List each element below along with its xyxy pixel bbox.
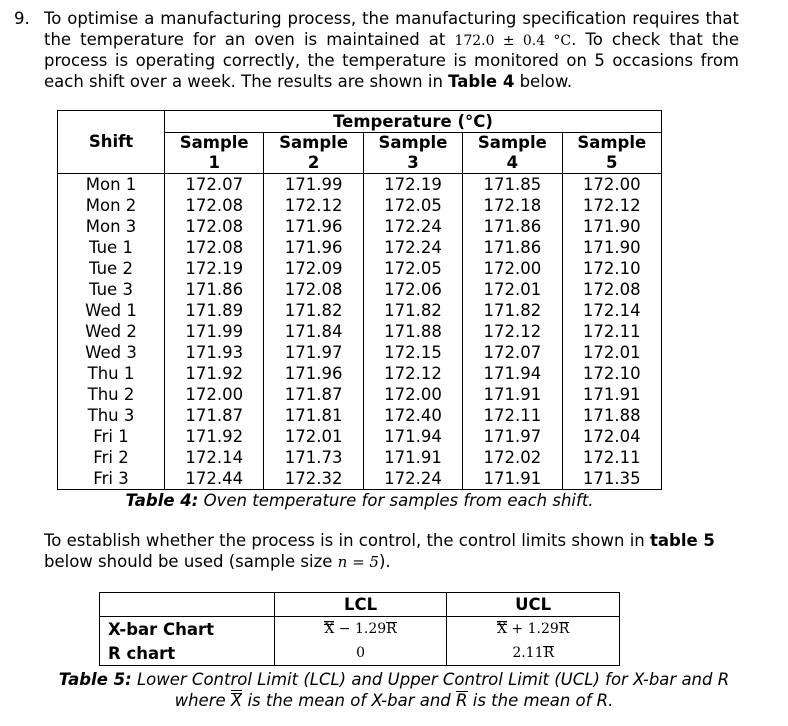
temperature-cell: 172.10: [562, 258, 661, 279]
temperature-header: Temperature (°C): [165, 111, 662, 133]
temperature-cell: 172.40: [363, 405, 462, 426]
shift-cell: Tue 1: [58, 237, 165, 258]
temperature-cell: 172.05: [363, 195, 462, 216]
table-row: [58, 342, 662, 363]
temperature-cell: 171.82: [363, 300, 462, 321]
temperature-cell: 172.12: [562, 195, 661, 216]
temperature-cell: 171.91: [463, 468, 562, 490]
temperature-cell: 171.93: [165, 342, 264, 363]
shift-cell: Thu 3: [58, 405, 165, 426]
temperature-cell: 172.24: [363, 216, 462, 237]
temperature-cell: 172.01: [562, 342, 661, 363]
temperature-cell: 172.06: [363, 279, 462, 300]
shift-cell: Tue 2: [58, 258, 165, 279]
temperature-cell: 171.88: [363, 321, 462, 342]
temperature-cell: 172.04: [562, 426, 661, 447]
temperature-cell: 172.10: [562, 363, 661, 384]
temperature-cell: 172.24: [363, 468, 462, 490]
temperature-cell: 172.01: [264, 426, 363, 447]
shift-cell: Wed 3: [58, 342, 165, 363]
shift-cell: Thu 1: [58, 363, 165, 384]
temperature-cell: 171.99: [264, 174, 363, 196]
temperature-cell: 171.73: [264, 447, 363, 468]
table-row: [58, 216, 662, 237]
temperature-cell: 172.00: [363, 384, 462, 405]
temperature-cell: 171.84: [264, 321, 363, 342]
temperature-cell: 172.01: [463, 279, 562, 300]
ucl-header: UCL: [447, 593, 620, 617]
table5-caption: Table 5: Lower Control Limit (LCL) and Upper Control Limit (UCL) for X-bar and R where X is the mean of X-bar and R is the mean of R.: [58, 670, 730, 710]
temperature-cell: 171.91: [363, 447, 462, 468]
temperature-cell: 172.14: [165, 447, 264, 468]
temperature-cell: 172.02: [463, 447, 562, 468]
table4-caption: Table 4: Oven temperature for samples from each shift.: [125, 491, 594, 510]
temperature-cell: 171.86: [165, 279, 264, 300]
corner-cell: [100, 593, 275, 617]
temperature-cell: 172.07: [463, 342, 562, 363]
temperature-cell: 172.44: [165, 468, 264, 490]
temperature-cell: 171.96: [264, 363, 363, 384]
sample-header-5: Sample 5: [562, 133, 661, 174]
temperature-cell: 171.85: [463, 174, 562, 196]
xbar-chart-label: X-bar Chart: [100, 617, 275, 642]
shift-cell: Mon 1: [58, 174, 165, 196]
temperature-cell: 172.08: [165, 216, 264, 237]
temperature-cell: 171.96: [264, 216, 363, 237]
temperature-cell: 172.32: [264, 468, 363, 490]
question-9: [14, 9, 739, 92]
temperature-cell: 171.96: [264, 237, 363, 258]
temperature-cell: 171.86: [463, 216, 562, 237]
table-row: [58, 195, 662, 216]
shift-cell: Fri 1: [58, 426, 165, 447]
control-limits-paragraph: To establish whether the process is in control, the control limits shown in table 5 below should be used (sample size n = 5).: [44, 531, 715, 571]
lcl-header: LCL: [274, 593, 447, 617]
temperature-cell: 171.94: [363, 426, 462, 447]
temperature-cell: 172.08: [562, 279, 661, 300]
temperature-cell: 171.94: [463, 363, 562, 384]
control-limits-table: [99, 592, 620, 666]
temperature-cell: 171.91: [463, 384, 562, 405]
shift-cell: Fri 3: [58, 468, 165, 490]
table-row: [58, 426, 662, 447]
temperature-cell: 171.86: [463, 237, 562, 258]
temperature-cell: 171.82: [264, 300, 363, 321]
temperature-cell: 172.07: [165, 174, 264, 196]
sample-header-3: Sample 3: [363, 133, 462, 174]
temperature-cell: 171.92: [165, 426, 264, 447]
table-row: [58, 405, 662, 426]
r-lcl: 0: [274, 641, 447, 666]
temperature-cell: 172.00: [562, 174, 661, 196]
shift-header: Shift: [58, 111, 165, 174]
table-row: [58, 279, 662, 300]
sample-header-2: Sample 2: [264, 133, 363, 174]
sample-header-4: Sample 4: [463, 133, 562, 174]
temperature-cell: 172.11: [463, 405, 562, 426]
temperature-cell: 172.19: [165, 258, 264, 279]
temperature-cell: 172.11: [562, 447, 661, 468]
shift-cell: Thu 2: [58, 384, 165, 405]
table-row: [58, 300, 662, 321]
temperature-cell: 172.15: [363, 342, 462, 363]
table-ref: Table 4: [448, 71, 515, 91]
temperature-cell: 171.82: [463, 300, 562, 321]
temperature-cell: 172.14: [562, 300, 661, 321]
table5-ref: table 5: [650, 531, 715, 550]
temperature-cell: 172.08: [165, 195, 264, 216]
table-row: [58, 237, 662, 258]
table-row: [58, 363, 662, 384]
sample-size: n = 5: [337, 552, 379, 571]
table-row: [58, 174, 662, 196]
temperature-cell: 171.90: [562, 237, 661, 258]
shift-cell: Wed 2: [58, 321, 165, 342]
temperature-cell: 171.88: [562, 405, 661, 426]
temperature-table: [57, 110, 662, 490]
temperature-cell: 172.00: [165, 384, 264, 405]
temperature-cell: 171.35: [562, 468, 661, 490]
xbar-ucl: X + 1.29R: [447, 617, 620, 642]
shift-cell: Tue 3: [58, 279, 165, 300]
temperature-cell: 172.08: [165, 237, 264, 258]
temperature-cell: 172.24: [363, 237, 462, 258]
table-row: [58, 468, 662, 490]
temperature-cell: 171.89: [165, 300, 264, 321]
temperature-cell: 172.00: [463, 258, 562, 279]
question-text: To optimise a manufacturing process, the manufacturing specification requires that the temperature for an oven is maintained at 172.0 ± 0.4 °C. To check that the process is operating correctly, the temperature is monitored on 5 occasions from each shift over a week. The results are shown in Table 4 below.: [44, 9, 739, 91]
temperature-cell: 171.92: [165, 363, 264, 384]
temperature-cell: 172.11: [562, 321, 661, 342]
table-row: [58, 384, 662, 405]
table-row: [58, 258, 662, 279]
temperature-cell: 171.97: [463, 426, 562, 447]
temperature-cell: 171.99: [165, 321, 264, 342]
temperature-cell: 172.08: [264, 279, 363, 300]
sample-header-1: Sample 1: [165, 133, 264, 174]
temperature-cell: 171.81: [264, 405, 363, 426]
temperature-cell: 172.19: [363, 174, 462, 196]
question-number: 9.: [14, 9, 30, 28]
temperature-cell: 171.91: [562, 384, 661, 405]
shift-cell: Mon 3: [58, 216, 165, 237]
temperature-cell: 171.87: [165, 405, 264, 426]
temperature-cell: 172.12: [264, 195, 363, 216]
table-row: [58, 321, 662, 342]
temperature-cell: 171.97: [264, 342, 363, 363]
temperature-cell: 172.12: [363, 363, 462, 384]
shift-cell: Fri 2: [58, 447, 165, 468]
temperature-cell: 172.09: [264, 258, 363, 279]
temperature-cell: 172.18: [463, 195, 562, 216]
temperature-cell: 171.90: [562, 216, 661, 237]
shift-cell: Mon 2: [58, 195, 165, 216]
r-ucl: 2.11R: [447, 641, 620, 666]
temperature-cell: 172.05: [363, 258, 462, 279]
table-row: [58, 447, 662, 468]
shift-cell: Wed 1: [58, 300, 165, 321]
temperature-spec: 172.0 ± 0.4 °C: [454, 32, 572, 49]
xbar-lcl: X − 1.29R: [274, 617, 447, 642]
r-chart-label: R chart: [100, 641, 275, 666]
temperature-cell: 171.87: [264, 384, 363, 405]
temperature-cell: 172.12: [463, 321, 562, 342]
